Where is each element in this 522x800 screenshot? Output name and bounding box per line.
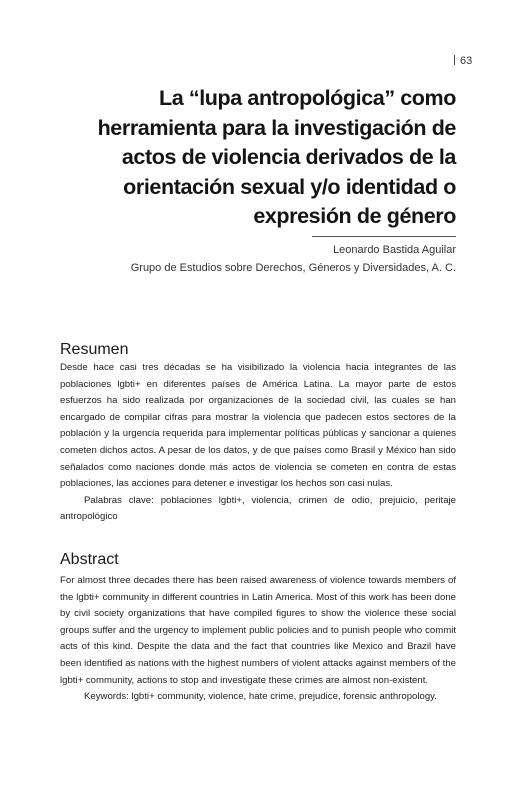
resumen-keywords-list: poblaciones lgbti+, violencia, crimen de odio, prejuicio, peritaje antropológico: [60, 494, 456, 523]
article-title: La “lupa antropológica” como herramienta para la investigación de actos de violencia derivados de la orientación sexual y/o identidad o expresión de género: [97, 86, 456, 228]
resumen-keywords-label: Palabras clave:: [84, 494, 154, 506]
author-affiliation: Grupo de Estudios sobre Derechos, Géneros y Diversidades, A. C.: [130, 262, 456, 274]
abstract-keywords: [60, 689, 456, 706]
abstract-section: [60, 573, 456, 706]
page-number: [454, 55, 472, 67]
resumen-section: [60, 360, 456, 526]
resumen-body: Desde hace casi tres décadas se ha visibilizado la violencia hacia integrantes de las poblaciones lgbti+ en diferentes países de América Latina. La mayor parte de estos esfuerzos ha sido realizada por organizaciones de la sociedad civil, las cuales se han encargado de compilar cifras para mostrar la violencia que padecen estos sectores de la población y la urgencia requerida para implementar políticas públicas y sancionar a quienes cometen dichos actos. A pesar de los datos, y de que países como Brasil y México han sido señalados como naciones donde más actos de violencia se cometen en contra de estas poblaciones, las acciones para detener e investigar los hechos son casi nulas.: [60, 362, 456, 490]
abstract-body: For almost three decades there has been raised awareness of violence towards members of the lgbti+ community in different countries in Latin America. Most of this work has been done by civil society organizations that have compiled figures to show the violence these social groups suffer and the urgency to implement public policies and to punish people who commit acts of this kind. Despite the data and the fact that countries like Mexico and Brazil have been identified as nations with the highest numbers of violent attacks against members of the lgbti+ community, actions to stop and investigate these crimes are almost non-existent.: [60, 575, 456, 686]
abstract-keywords-label: Keywords:: [84, 691, 129, 703]
resumen-heading: Resumen: [60, 341, 129, 358]
author-name: Leonardo Bastida Aguilar: [333, 244, 456, 256]
title-divider: [312, 236, 456, 237]
abstract-heading: Abstract: [60, 551, 119, 568]
page-number-value: 63: [460, 55, 473, 67]
abstract-keywords-list: lgbti+ community, violence, hate crime, prejudice, forensic anthropology.: [131, 691, 437, 703]
page-number-divider: [454, 55, 455, 65]
resumen-keywords: [60, 493, 456, 526]
